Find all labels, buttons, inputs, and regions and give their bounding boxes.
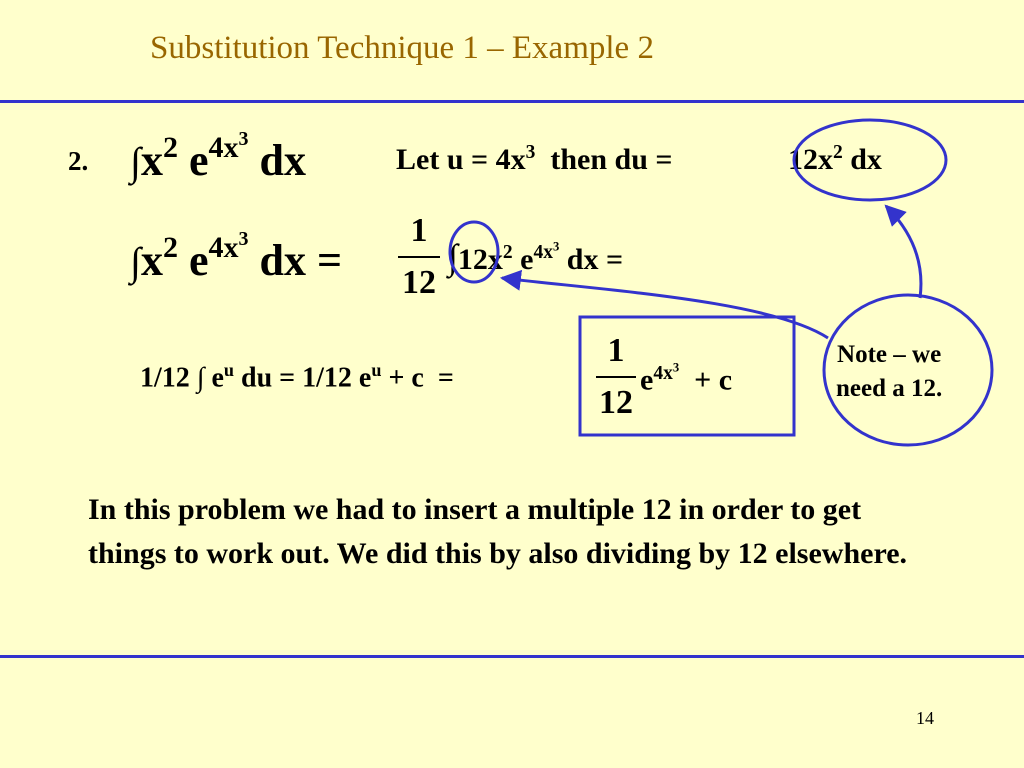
inner-dx: dx = (566, 243, 624, 276)
inner-exp: 4x (533, 242, 553, 263)
exp-power-2: 4x (208, 231, 239, 264)
result-e: e (640, 363, 654, 397)
note-line-1: Note – we (837, 341, 942, 368)
let-label: Let u = (396, 143, 489, 176)
integral-symbol: ∫ (130, 139, 141, 184)
result-u-sup-2: u (371, 360, 382, 380)
slide-title: Substitution Technique 1 – Example 2 (150, 30, 654, 66)
page-number: 14 (916, 708, 934, 728)
explanation-paragraph: In this problem we had to insert a multiple 12 in order to get things to work out. We did this by also dividing by 12 elsewhere. (88, 493, 908, 570)
exp-power: 4x (208, 131, 239, 164)
result-fraction-numerator: 1 (607, 332, 625, 369)
problem-number: 2. (68, 146, 89, 176)
inner-e: e (520, 243, 534, 276)
integral-symbol-2: ∫ (130, 239, 141, 284)
du-highlight-ellipse (794, 120, 946, 200)
result-exp: 4x (653, 362, 673, 384)
integrand-power-2: 2 (162, 231, 178, 264)
inner-coeff: 12x (457, 243, 503, 276)
u-expr: 4x (495, 143, 526, 176)
result-equals: = (437, 362, 454, 394)
integrand-power: 2 (162, 131, 178, 164)
inner-exp-sup: 3 (552, 239, 560, 254)
integrand-base-2: x (140, 236, 163, 285)
rewrite-equals: = (316, 236, 343, 285)
integral-symbol-3: ∫ (448, 237, 458, 277)
result-fraction-denominator: 12 (599, 384, 633, 421)
inner-sup: 2 (502, 242, 513, 263)
answer-box (580, 317, 794, 435)
exp-base: e (188, 136, 209, 185)
exp-power-sup: 3 (238, 128, 249, 150)
result-plus-c: + c (694, 363, 733, 397)
exp-base-2: e (188, 236, 209, 285)
du-expr: 12x (788, 143, 833, 176)
fraction-denominator: 12 (402, 264, 436, 301)
bottom-divider (0, 655, 1024, 658)
u-expr-sup: 3 (525, 142, 536, 163)
differential: dx (259, 136, 306, 185)
then-label: then du = (550, 143, 673, 176)
exp-power-sup-2: 3 (238, 228, 249, 250)
arrow-to-twelve (502, 278, 828, 338)
twelve-highlight-ellipse (450, 222, 498, 282)
result-u-sup: u (223, 360, 235, 380)
arrow-to-du (886, 206, 921, 298)
note-bubble (824, 295, 992, 445)
du-expr-sup: 2 (833, 142, 843, 163)
du-dx: dx (850, 143, 882, 176)
integrand-base: x (140, 136, 163, 185)
result-exp-sup: 3 (672, 360, 680, 374)
differential-2: dx (259, 236, 306, 285)
result-mid: du = 1/12 e (234, 362, 372, 394)
result-right: + c (381, 362, 424, 394)
result-left: 1/12 ∫ e (140, 362, 224, 394)
fraction-numerator: 1 (410, 212, 428, 249)
note-line-2: need a 12. (836, 375, 943, 402)
